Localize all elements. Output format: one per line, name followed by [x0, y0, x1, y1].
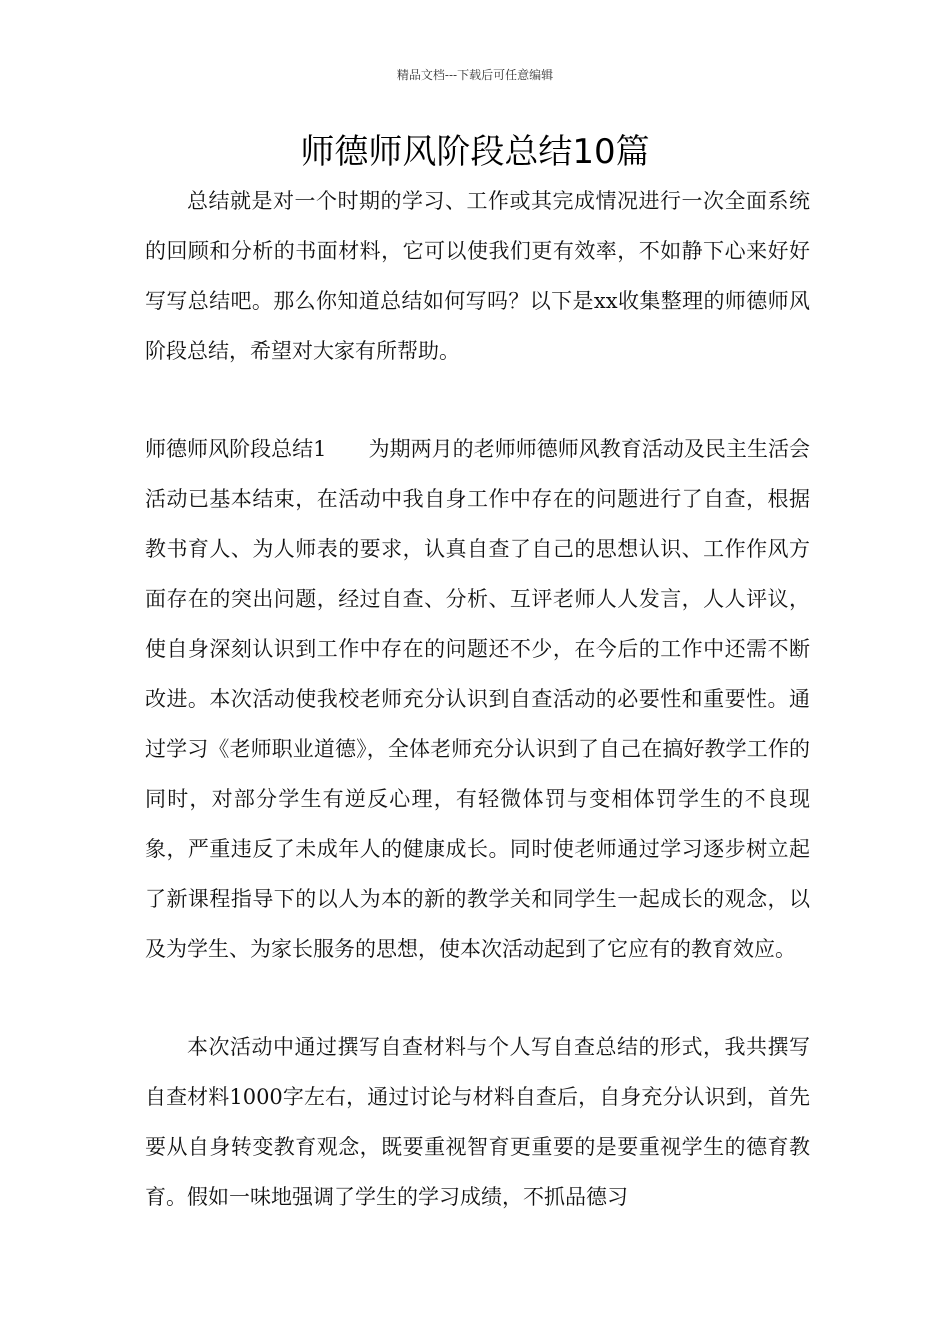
- section-1-paragraph: [145, 424, 810, 974]
- document-title: 师德师风阶段总结10篇: [300, 132, 650, 172]
- section-1-heading: 师德师风阶段总结1: [145, 437, 327, 461]
- second-paragraph: 本次活动中通过撰写自查材料与个人写自查总结的形式，我共撰写自查材料1000字左右，通过讨论与材料自查后，自身充分认识到，首先要从自身转变教育观念，既要重视智育更重要的是要重视学生的德育教育。假如一味地强调了学生的学习成绩，不抓品德习: [145, 1035, 810, 1209]
- header-note: 精品文档---下载后可任意编辑: [396, 68, 554, 82]
- section-1-text: 为期两月的老师师德师风教育活动及民主生活会活动已基本结束，在活动中我自身工作中存在的问题进行了自查，根据教书育人、为人师表的要求，认真自查了自己的思想认识、工作作风方面存在的突出问题，经过自查、分析、互评老师人人发言，人人评议，使自身深刻认识到工作中存在的问题还不少，在今后的工作中还需不断改进。本次活动使我校老师充分认识到自查活动的必要性和重要性。通过学习《老师职业道德》，全体老师充分认识到了自己在搞好教学工作的同时，对部分学生有逆反心理，有轻微体罚与变相体罚学生的不良现象，严重违反了未成年人的健康成长。同时使老师通过学习逐步树立起了新课程指导下的以人为本的新的教学关和同学生一起成长的观念，以及为学生、为家长服务的思想，使本次活动起到了它应有的教育效应。: [145, 437, 810, 961]
- intro-paragraph: 总结就是对一个时期的学习、工作或其完成情况进行一次全面系统的回顾和分析的书面材料，它可以使我们更有效率，不如静下心来好好写写总结吧。那么你知道总结如何写吗？以下是xx收集整理的师德师风阶段总结，希望对大家有所帮助。: [145, 189, 810, 363]
